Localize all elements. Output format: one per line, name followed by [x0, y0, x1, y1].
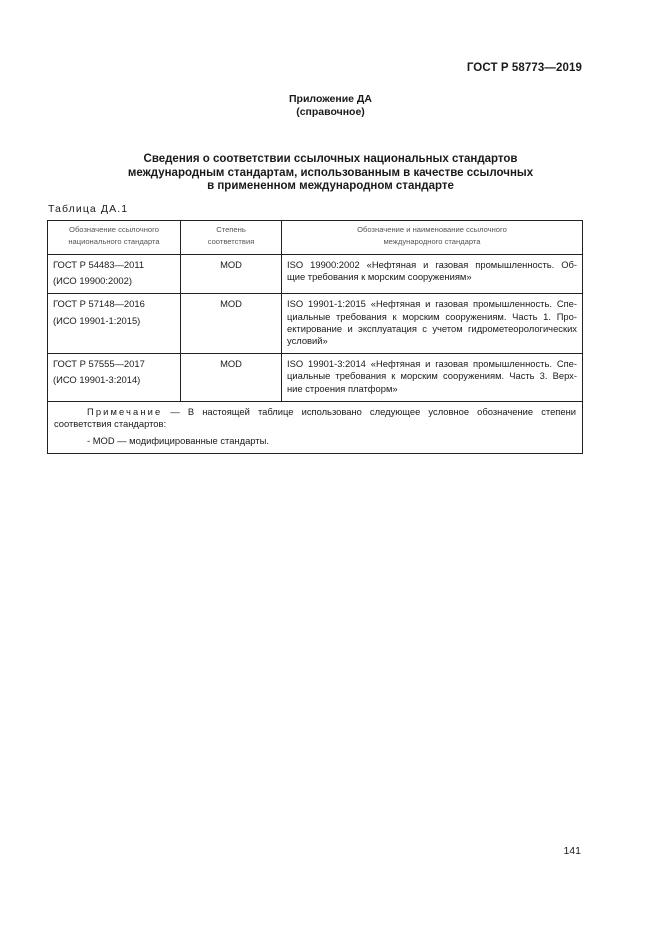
national-code: ГОСТ Р 54483—2011	[53, 259, 145, 270]
annex-subtitle: (справочное)	[296, 106, 365, 118]
header-text: Степень	[216, 225, 246, 234]
page-number: 141	[563, 845, 581, 857]
header-degree	[181, 221, 282, 255]
header-text: Обозначение ссылочного	[69, 225, 159, 234]
text-line: циальные требования к морским сооружениям. Часть 1. Про-	[287, 310, 577, 322]
note-first-line	[54, 406, 576, 418]
table-note-row	[48, 401, 583, 454]
text-line: щие требования к морским сооружениям»	[287, 271, 472, 283]
text-line: ISO 19900:2002 «Нефтяная и газовая промышленность. Об-	[287, 259, 577, 270]
correspondence-table	[47, 220, 583, 454]
text-line: условий»	[287, 335, 328, 347]
national-code: ГОСТ Р 57148—2016	[53, 298, 145, 310]
header-text: Обозначение и наименование ссылочного	[357, 225, 507, 234]
annex-title: Приложение ДА	[289, 93, 372, 105]
section-heading	[0, 153, 661, 194]
national-code: ГОСТ Р 57555—2017	[53, 358, 145, 370]
note-item: - MOD — модифицированные стандарты.	[87, 435, 269, 447]
table-note	[48, 401, 583, 454]
header-national	[48, 221, 181, 255]
international-standard-cell	[282, 255, 583, 294]
heading-line: в примененном международном стандарте	[207, 180, 454, 192]
iso-equivalent: (ИСО 19901-3:2014)	[53, 374, 141, 386]
text-line: ние строения платформ»	[287, 382, 398, 394]
table-caption: Таблица ДА.1	[48, 203, 129, 215]
table-row	[48, 354, 583, 402]
international-standard-cell	[282, 354, 583, 402]
degree-cell: MOD	[181, 294, 282, 354]
table-row	[48, 294, 583, 354]
text-line: ISO 19901-3:2014 «Нефтяная и газовая промышленность. Спе-	[287, 358, 577, 370]
degree-cell: MOD	[181, 255, 282, 294]
header-text: национального стандарта	[68, 236, 160, 246]
national-standard-cell	[48, 255, 181, 294]
heading-line: Сведения о соответствии ссылочных национальных стандартов	[143, 153, 518, 165]
note-text: — В настоящей таблице использовано следующее условное обозначение степени	[170, 405, 576, 417]
note-label: Примечание	[87, 405, 163, 417]
iso-equivalent: (ИСО 19901-1:2015)	[53, 314, 141, 326]
text-line: ектирование и эксплуатация с учетом гидрометеорологических	[287, 322, 577, 334]
note-second-line: соответствия стандартов:	[54, 418, 167, 430]
international-standard-cell	[282, 294, 583, 354]
text-line: циальные требования к морским сооружениям. Часть 3. Верх-	[287, 370, 577, 382]
header-text: соответствия	[207, 236, 255, 246]
table-header-row	[48, 221, 583, 255]
national-standard-cell	[48, 294, 181, 354]
iso-equivalent: (ИСО 19900:2002)	[53, 275, 132, 287]
header-text: международного стандарта	[383, 236, 481, 246]
degree-cell: MOD	[181, 354, 282, 402]
text-line: ISO 19901-1:2015 «Нефтяная и газовая промышленность. Спе-	[287, 298, 577, 310]
heading-line: международным стандартам, использованным в качестве ссылочных	[127, 166, 534, 179]
document-code: ГОСТ Р 58773—2019	[466, 62, 582, 74]
table-row	[48, 255, 583, 294]
header-international	[282, 221, 583, 255]
national-standard-cell	[48, 354, 181, 402]
